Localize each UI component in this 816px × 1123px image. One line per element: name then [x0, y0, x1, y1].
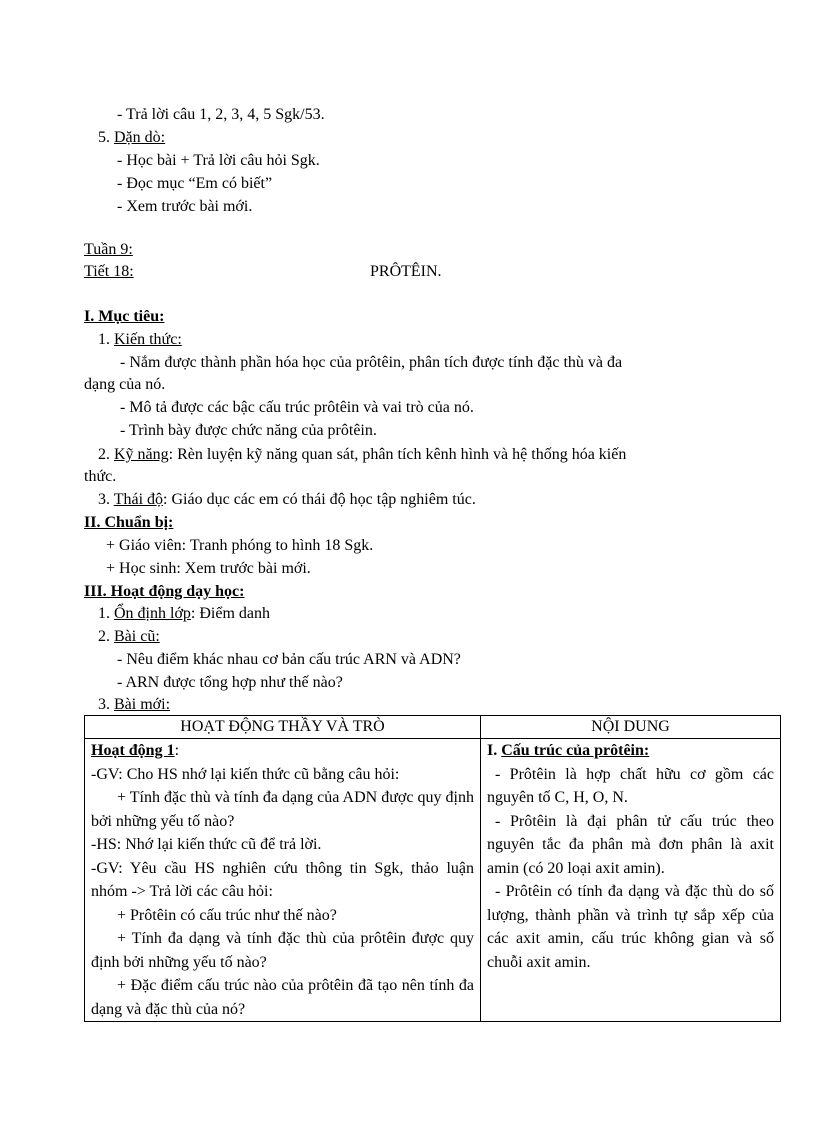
content-line: - Prôtêin là hợp chất hữu cơ gồm các nguyên tố C, H, O, N.: [487, 765, 774, 806]
activity-line: -GV: Yêu cầu HS nghiên cứu thông tin Sgk, thảo luận nhóm -> Trả lời các câu hỏi:: [91, 859, 474, 900]
new-lesson-heading: [98, 695, 170, 715]
stabilize-line: [98, 604, 270, 624]
preparation-student: + Học sinh: Xem trước bài mới.: [106, 560, 311, 577]
old-lesson-item: - ARN được tổng hợp như thế nào?: [117, 674, 343, 691]
homework-item: - Xem trước bài mới.: [117, 198, 253, 215]
stabilize-text: : Điểm danh: [190, 605, 270, 622]
homework-heading: [98, 128, 165, 148]
content-cell: [481, 739, 781, 1022]
table-row: [85, 739, 781, 1022]
homework-label: Dặn dò:: [114, 129, 166, 146]
section-num: I.: [487, 742, 498, 759]
activity-title: [91, 739, 474, 763]
section-title: Cấu trúc của prôtêin:: [501, 742, 650, 759]
objectives-heading: I. Mục tiêu:: [84, 308, 165, 325]
lesson-title: PRÔTÊIN.: [370, 263, 442, 280]
activity-line: + Tính đặc thù và tính đa dạng của ADN được quy định bởi những yếu tố nào?: [91, 789, 474, 830]
lesson-table: [84, 715, 781, 1022]
homework-item: - Đọc mục “Em có biết”: [117, 175, 273, 192]
knowledge-item: - Trình bày được chức năng của prôtêin.: [120, 422, 377, 439]
old-label: Bài cũ:: [114, 628, 160, 645]
stabilize-num: 1.: [98, 605, 110, 622]
table-header-row: [85, 716, 781, 739]
attitude-line: [98, 490, 476, 510]
col-header-activities: HOẠT ĐỘNG THẦY VÀ TRÒ: [85, 716, 481, 739]
activity-line: + Tính đa dạng và tính đặc thù của prôtêin được quy định bởi những yếu tố nào?: [91, 930, 474, 971]
preparation-heading: II. Chuẩn bị:: [84, 514, 174, 531]
stabilize-label: Ổn định lớp: [114, 605, 191, 622]
skills-text-cont: thức.: [84, 468, 117, 485]
old-num: 2.: [98, 628, 110, 645]
col-header-content: NỘI DUNG: [481, 716, 781, 739]
activity-title-text: Hoạt động 1: [91, 742, 175, 759]
activity-line: + Đặc điểm cấu trúc nào của prôtêin đã tạo nên tính đa dạng và đặc thù của nó?: [91, 977, 474, 1018]
knowledge-heading: [98, 330, 182, 350]
knowledge-item-cont: dạng của nó.: [84, 376, 166, 393]
period-label: Tiết 18:: [84, 263, 134, 280]
knowledge-num: 1.: [98, 331, 110, 348]
skills-text: : Rèn luyện kỹ năng quan sát, phân tích kênh hình và hệ thống hóa kiến: [168, 446, 627, 463]
activity-colon: :: [174, 742, 180, 759]
knowledge-label: Kiến thức:: [114, 331, 182, 348]
attitude-text: : Giáo dục các em có thái độ học tập nghiêm túc.: [163, 491, 476, 508]
old-lesson-item: - Nêu điểm khác nhau cơ bản cấu trúc ARN và ADN?: [117, 651, 461, 668]
preparation-teacher: + Giáo viên: Tranh phóng to hình 18 Sgk.: [106, 537, 374, 554]
skills-num: 2.: [98, 446, 110, 463]
old-lesson-heading: [98, 627, 160, 647]
attitude-num: 3.: [98, 491, 110, 508]
content-line: - Prôtêin có tính đa dạng và đặc thù do số lượng, thành phần và trình tự sắp xếp của các axit amin, cấu trúc không gian và số chuỗi axit amin.: [487, 883, 774, 971]
week-label: Tuần 9:: [84, 241, 133, 258]
homework-num: 5.: [98, 129, 110, 146]
activity-line: -GV: Cho HS nhớ lại kiến thức cũ bằng câu hỏi:: [91, 765, 400, 783]
answer-line: - Trả lời câu 1, 2, 3, 4, 5 Sgk/53.: [117, 106, 325, 123]
new-num: 3.: [98, 696, 110, 713]
attitude-label: Thái độ: [113, 491, 164, 508]
homework-item: - Học bài + Trả lời câu hỏi Sgk.: [117, 152, 320, 169]
knowledge-item: - Nắm được thành phần hóa học của prôtêin, phân tích được tính đặc thù và đa: [120, 354, 623, 371]
activity-line: -HS: Nhớ lại kiến thức cũ để trả lời.: [91, 836, 322, 853]
skills-label: Kỹ năng: [114, 446, 169, 463]
activity-line: + Prôtêin có cấu trúc như thế nào?: [117, 906, 337, 924]
new-label: Bài mới:: [114, 696, 171, 713]
activities-heading: III. Hoạt động dạy học:: [84, 583, 245, 600]
knowledge-item: - Mô tả được các bậc cấu trúc prôtêin và vai trò của nó.: [120, 399, 474, 416]
content-line: - Prôtêin là đại phân tử cấu trúc theo nguyên tắc đa phân mà đơn phân là axit amin (có 20 loại axit amin).: [487, 812, 774, 877]
content-section-title: [487, 739, 774, 763]
activities-cell: [85, 739, 481, 1022]
skills-line: [98, 445, 626, 465]
